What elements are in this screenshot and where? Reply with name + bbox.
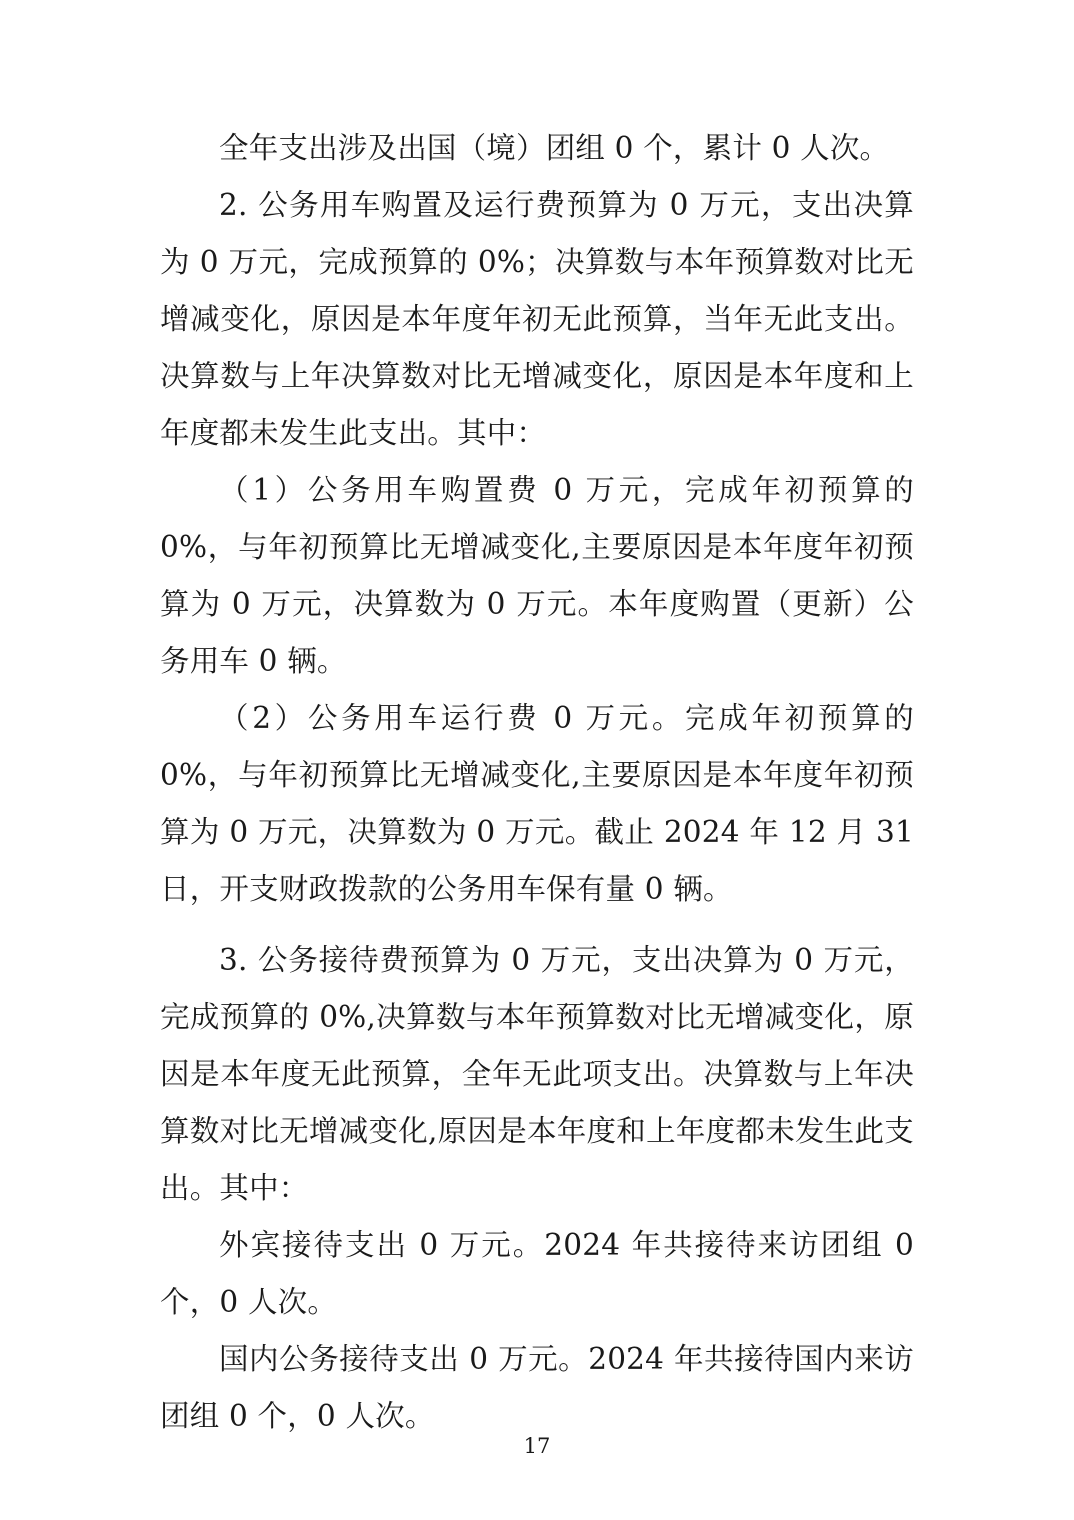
paragraph-reception-budget: 3. 公务接待费预算为 0 万元，支出决算为 0 万元，完成预算的 0%,决算数与本年预算数对比无增减变化，原因是本年度无此预算，全年无此项支出。决算数与上年决算数对比无增减变化,原因是本年度和上年度都未发生此支出。其中： xyxy=(160,943,914,1205)
paragraph-domestic-reception: 国内公务接待支出 0 万元。2024 年共接待国内来访团组 0 个，0 人次。 xyxy=(160,1342,914,1433)
page-number: 17 xyxy=(523,1434,551,1458)
paragraph-vehicle-budget: 2. 公务用车购置及运行费预算为 0 万元，支出决算为 0 万元，完成预算的 0%；决算数与本年预算数对比无增减变化，原因是本年度年初无此预算，当年无此支出。决算数与上年决算数对比无增减变化，原因是本年度和上年度都未发生此支出。其中： xyxy=(160,188,914,450)
document-body xyxy=(160,120,914,1445)
paragraph-overseas-groups: 全年支出涉及出国（境）团组 0 个，累计 0 人次。 xyxy=(219,131,890,165)
paragraph-vehicle-operation: （2）公务用车运行费 0 万元。完成年初预算的 0%，与年初预算比无增减变化,主要原因是本年度年初预算为 0 万元，决算数为 0 万元。截止 2024 年 12 月 31 日，开支财政拨款的公务用车保有量 0 辆。 xyxy=(160,701,914,906)
paragraph-spacer xyxy=(160,918,914,932)
paragraph-foreign-reception: 外宾接待支出 0 万元。2024 年共接待来访团组 0 个，0 人次。 xyxy=(160,1228,914,1319)
paragraph-vehicle-purchase: （1）公务用车购置费 0 万元，完成年初预算的 0%，与年初预算比无增减变化,主要原因是本年度年初预算为 0 万元，决算数为 0 万元。本年度购置（更新）公务用车 0 辆。 xyxy=(160,473,914,678)
